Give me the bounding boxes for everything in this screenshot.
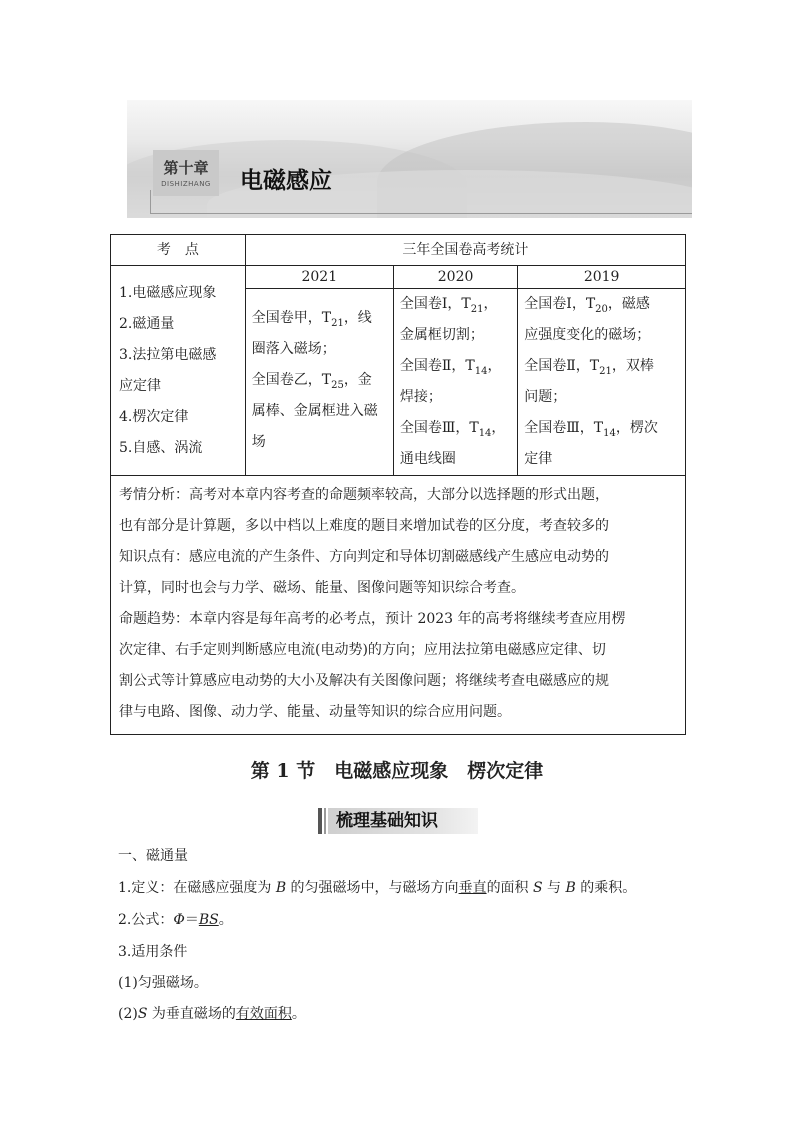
analysis-line: 也有部分是计算题，多以中档以上难度的题目来增加试卷的区分度，考查较多的: [119, 518, 609, 534]
chapter-label-cn: 第十章: [163, 159, 209, 177]
year-2021: 2021: [245, 266, 393, 289]
cell-line: 全国卷Ⅲ，$T_{14}$，: [399, 420, 506, 439]
section-tag: 梳理基础知识: [328, 808, 478, 834]
exam-stats-table: [110, 234, 686, 735]
chapter-title: 电磁感应: [240, 168, 332, 194]
topic-item: 1.电磁感应现象: [119, 285, 217, 301]
underlined-formula: BS: [198, 912, 219, 928]
conditions-title: 3.适用条件: [118, 944, 188, 960]
year-2019: 2019: [518, 266, 686, 289]
cell-line: 定律: [524, 451, 553, 467]
condition-2: (2)S 为垂直磁场的有效面积。: [118, 1006, 306, 1022]
topic-item: 2.磁通量: [119, 316, 175, 332]
cell-2021: [245, 289, 393, 476]
section-title: 第 1 节 电磁感应现象 楞次定律: [250, 760, 544, 782]
topics-cell: [111, 266, 246, 476]
condition-1: (1)匀强磁场。: [118, 975, 208, 991]
analysis-line: 割公式等计算感应电动势的大小及解决有关图像问题；将继续考查电磁感应的规: [119, 673, 609, 689]
analysis-line: 考情分析：高考对本章内容考查的命题频率较高，大部分以选择题的形式出题，: [119, 487, 609, 503]
cell-line: 金属框切割；: [399, 327, 484, 343]
cell-line: 全国卷Ⅱ，$T_{14}$，: [399, 358, 502, 377]
analysis-line: 命题趋势：本章内容是每年高考的必考点，预计 2023 年的高考将继续考查应用楞: [119, 611, 626, 627]
definition-line: 1.定义：在磁感应强度为 B 的匀强磁场中，与磁场方向垂直的面积 S 与 B 的乘积。: [118, 880, 637, 896]
cell-2020: [393, 289, 517, 476]
topic-item: 应定律: [119, 378, 161, 394]
underlined-term: 垂直: [458, 880, 487, 896]
cell-line: 通电线圈: [399, 451, 456, 467]
chapter-label-box: [153, 150, 219, 196]
topic-item: 5.自感、涡流: [119, 440, 203, 456]
header-stats: 三年全国卷高考统计: [245, 235, 685, 266]
heading-magnetic-flux: 一、磁通量: [118, 848, 188, 864]
banner-divider: [150, 213, 692, 214]
chapter-label-en: DISHIZHANG: [161, 180, 211, 188]
banner-divider-vertical: [150, 190, 151, 214]
tag-accent-bar-thin: [324, 808, 326, 834]
cell-line: 圈落入磁场；: [251, 341, 336, 357]
cell-line: 场: [251, 434, 266, 450]
tag-accent-bar: [318, 808, 322, 834]
header-topic: 考 点: [111, 235, 246, 266]
analysis-line: 次定律、右手定则判断感应电流(电动势)的方向；应用法拉第电磁感应定律、切: [119, 642, 606, 658]
underlined-term: 有效面积: [235, 1006, 292, 1022]
cell-2019: [518, 289, 686, 476]
topic-item: 3.法拉第电磁感: [119, 347, 217, 363]
analysis-line: 计算，同时也会与力学、磁场、能量、图像问题等知识综合考查。: [119, 580, 525, 596]
analysis-line: 知识点有：感应电流的产生条件、方向判定和导体切割磁感线产生感应电动势的: [119, 549, 609, 565]
analysis-cell: [111, 476, 686, 735]
cell-line: 问题；: [524, 389, 567, 405]
cell-line: 焊接；: [399, 389, 442, 405]
cell-line: 全国卷Ⅰ，$T_{21}$，: [399, 296, 498, 315]
year-2020: 2020: [393, 266, 517, 289]
cell-line: 全国卷Ⅰ，$T_{20}$，磁感: [524, 296, 650, 315]
cell-line: 属棒、金属框进入磁: [251, 403, 378, 419]
cell-line: 应强度变化的磁场；: [524, 327, 651, 343]
cell-line: 全国卷乙，$T_{25}$，金: [251, 372, 372, 391]
cell-line: 全国卷甲，$T_{21}$，线: [251, 310, 372, 329]
formula-line: 2.公式：Φ＝BS。: [118, 912, 233, 928]
cell-line: 全国卷Ⅱ，$T_{21}$，双棒: [524, 358, 654, 377]
topic-item: 4.楞次定律: [119, 409, 189, 425]
analysis-line: 律与电路、图像、动力学、能量、动量等知识的综合应用问题。: [119, 704, 511, 720]
cell-line: 全国卷Ⅲ，$T_{14}$，楞次: [524, 420, 658, 439]
